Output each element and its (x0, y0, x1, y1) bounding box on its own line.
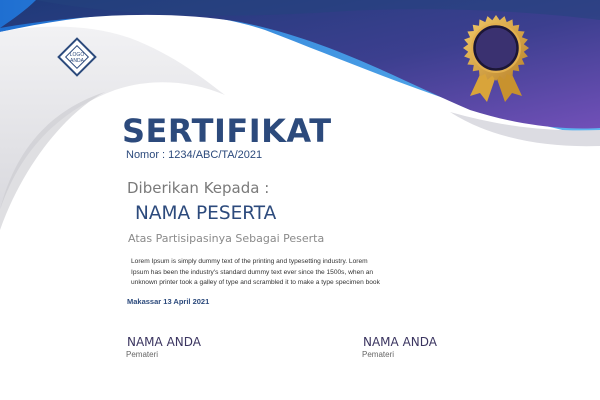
certificate-body (131, 257, 451, 289)
body-line: Lorem Ipsum is simply dummy text of the printing and typesetting industry. Lorem (131, 258, 368, 265)
svg-text:ANDA: ANDA (70, 58, 84, 64)
signatory-role: Pemateri (362, 350, 395, 359)
given-to-label: Diberikan Kepada : (127, 179, 270, 197)
signatory-name: NAMA ANDA (127, 335, 201, 349)
svg-text:LOGO: LOGO (69, 52, 85, 58)
body-line: Ipsum has been the industry's standard dummy text ever since the 1500s, when an (131, 268, 374, 276)
body-line: unknown printer took a galley of type and scrambled it to make a type specimen book (131, 279, 380, 286)
certificate-title: SERTIFIKAT (122, 112, 332, 150)
signatory-name: NAMA ANDA (363, 335, 437, 349)
certificate-number: Nomor : 1234/ABC/TA/2021 (126, 149, 263, 161)
signatory-role: Pemateri (126, 350, 159, 359)
certificate-date: Makassar 13 April 2021 (127, 297, 210, 306)
participation-text: Atas Partisipasinya Sebagai Peserta (128, 232, 325, 245)
recipient-name: NAMA PESERTA (135, 203, 277, 224)
